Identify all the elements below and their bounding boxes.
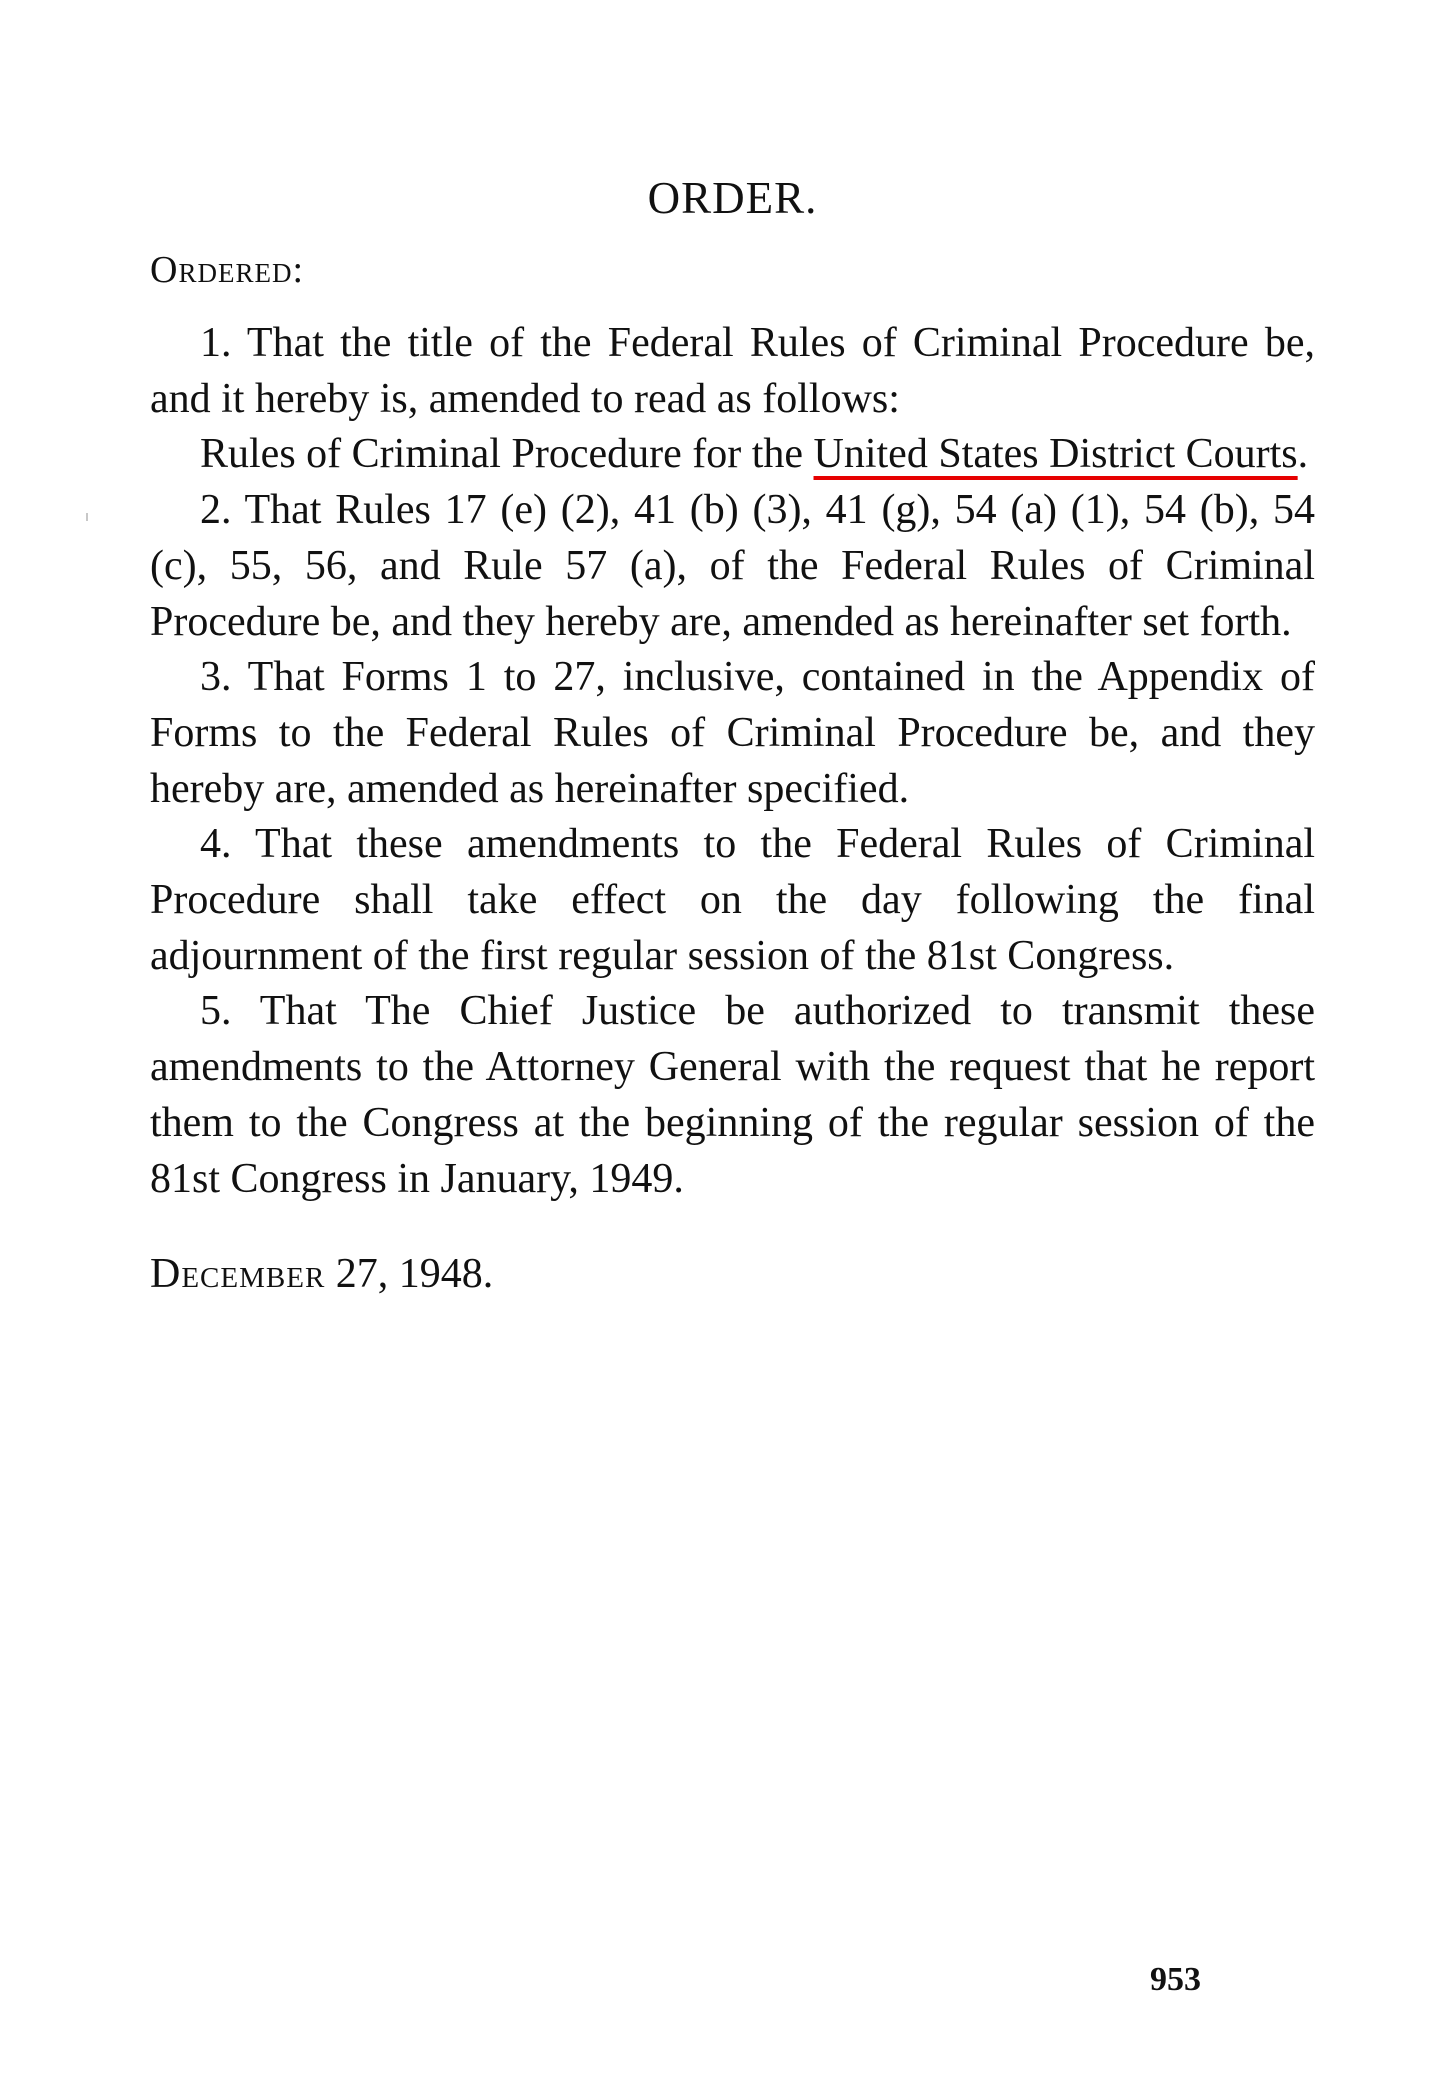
- order-date: [150, 1247, 1315, 1302]
- order-title: ORDER.: [647, 173, 818, 223]
- page-number: 953: [1150, 1961, 1201, 1998]
- paragraph-5: 5. That The Chief Justice be authorized to transmit these amendments to the Attorney General with the request that he report them to the Congress at the beginning of the regular session of the 81st Congress in January, 1949.: [150, 988, 1315, 1202]
- paragraph-2: 2. That Rules 17 (e) (2), 41 (b) (3), 41 (g), 54 (a) (1), 54 (b), 54 (c), 55, 56, and Rule 57 (a), of the Federal Rules of Criminal Procedure be, and they hereby are, amended as hereinafter set forth.: [150, 487, 1315, 645]
- ordered-label: Ordered: [150, 249, 293, 291]
- new-title-period: .: [1297, 431, 1309, 478]
- ordered-heading: [150, 246, 1315, 294]
- paragraph-1: 1. That the title of the Federal Rules of Criminal Procedure be, and it hereby is, amended to read as follows:: [150, 320, 1315, 422]
- paragraph-3: 3. That Forms 1 to 27, inclusive, contained in the Appendix of Forms to the Federal Rules of Criminal Procedure be, and they hereby are, amended as hereinafter specified.: [150, 654, 1315, 812]
- document-page: [150, 170, 1315, 1302]
- date-rest: 27, 1948.: [325, 1251, 494, 1298]
- new-title-paragraph: [150, 427, 1315, 483]
- new-title-underlined: United States District Courts: [813, 431, 1298, 478]
- ordered-colon: :: [292, 249, 304, 291]
- date-month: December: [150, 1251, 326, 1298]
- paragraph-4: 4. That these amendments to the Federal Rules of Criminal Procedure shall take effect on the day following the final adjournment of the first regular session of the 81st Congress.: [150, 821, 1315, 979]
- margin-mark: [86, 513, 88, 521]
- new-title-text: Rules of Criminal Procedure for the: [200, 431, 814, 478]
